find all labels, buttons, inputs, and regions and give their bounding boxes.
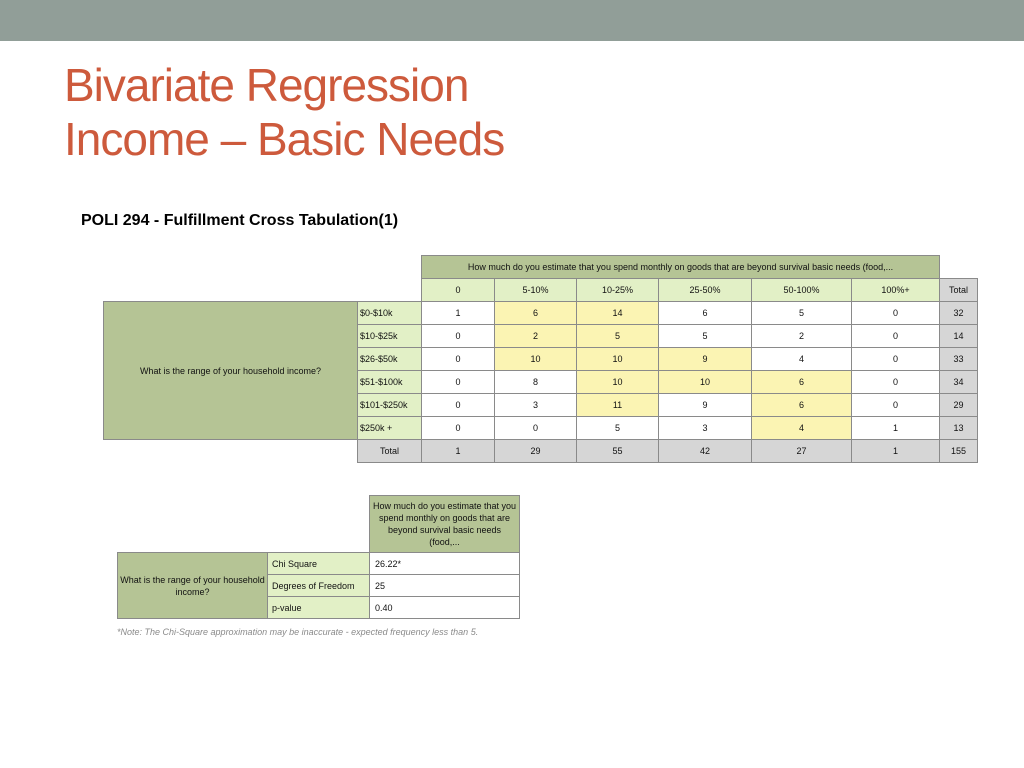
cell: 4 xyxy=(752,348,852,371)
totals-row xyxy=(104,440,978,463)
cell: 10 xyxy=(659,371,752,394)
table-row xyxy=(118,553,520,575)
stat-label: Degrees of Freedom xyxy=(268,575,370,597)
column-total: 29 xyxy=(495,440,577,463)
row-total: 13 xyxy=(940,417,978,440)
cell: 0 xyxy=(852,348,940,371)
chi-square-table xyxy=(117,495,520,619)
cell: 0 xyxy=(422,371,495,394)
cell: 3 xyxy=(495,394,577,417)
slide-title xyxy=(64,58,504,166)
cell: 9 xyxy=(659,348,752,371)
chi-square-footnote: *Note: The Chi-Square approximation may be inaccurate - expected frequency less than 5. xyxy=(117,627,479,637)
cell: 0 xyxy=(852,371,940,394)
cell: 1 xyxy=(422,302,495,325)
cell: 0 xyxy=(422,325,495,348)
cell: 3 xyxy=(659,417,752,440)
stat-label: p-value xyxy=(268,597,370,619)
cell: 5 xyxy=(752,302,852,325)
cell: 5 xyxy=(577,325,659,348)
title-line-2: Income – Basic Needs xyxy=(64,113,505,165)
income-row-label: $250k + xyxy=(358,417,422,440)
income-row-label: $26-$50k xyxy=(358,348,422,371)
cell: 0 xyxy=(852,325,940,348)
cell: 9 xyxy=(659,394,752,417)
grand-total: 155 xyxy=(940,440,978,463)
column-total: 1 xyxy=(422,440,495,463)
column-total: 55 xyxy=(577,440,659,463)
total-column-header: Total xyxy=(940,279,978,302)
cell: 0 xyxy=(852,302,940,325)
row-total: 33 xyxy=(940,348,978,371)
column-total: 1 xyxy=(852,440,940,463)
cell: 0 xyxy=(852,394,940,417)
cell: 10 xyxy=(577,371,659,394)
row-variable-label: What is the range of your household income? xyxy=(104,302,358,440)
stat-value: 26.22* xyxy=(370,553,520,575)
column-header: 25-50% xyxy=(659,279,752,302)
cell: 0 xyxy=(422,348,495,371)
cell: 11 xyxy=(577,394,659,417)
stat-value: 0.40 xyxy=(370,597,520,619)
column-header: 10-25% xyxy=(577,279,659,302)
column-header: 50-100% xyxy=(752,279,852,302)
column-total: 27 xyxy=(752,440,852,463)
table-title: POLI 294 - Fulfillment Cross Tabulation(1) xyxy=(81,212,399,229)
column-header: 100%+ xyxy=(852,279,940,302)
cell: 0 xyxy=(422,417,495,440)
column-header: 0 xyxy=(422,279,495,302)
cell: 6 xyxy=(495,302,577,325)
cell: 6 xyxy=(659,302,752,325)
cell: 4 xyxy=(752,417,852,440)
row-total: 29 xyxy=(940,394,978,417)
income-row-label: $51-$100k xyxy=(358,371,422,394)
cell: 1 xyxy=(852,417,940,440)
column-total: 42 xyxy=(659,440,752,463)
totals-row-label: Total xyxy=(358,440,422,463)
income-row-label: $101-$250k xyxy=(358,394,422,417)
cell: 0 xyxy=(422,394,495,417)
chi-row-variable-label: What is the range of your household income? xyxy=(118,553,268,619)
cell: 6 xyxy=(752,394,852,417)
stat-label: Chi Square xyxy=(268,553,370,575)
row-total: 14 xyxy=(940,325,978,348)
row-total: 32 xyxy=(940,302,978,325)
title-line-1: Bivariate Regression xyxy=(64,59,469,111)
cell: 5 xyxy=(577,417,659,440)
chi-column-variable-header: How much do you estimate that you spend monthly on goods that are beyond survival basic needs (food,... xyxy=(370,496,520,553)
column-header: 5-10% xyxy=(495,279,577,302)
stat-value: 25 xyxy=(370,575,520,597)
top-accent-bar xyxy=(0,0,1024,41)
cell: 0 xyxy=(495,417,577,440)
cell: 14 xyxy=(577,302,659,325)
cell: 6 xyxy=(752,371,852,394)
cross-tabulation-table xyxy=(103,255,978,463)
table-row xyxy=(104,302,978,325)
row-total: 34 xyxy=(940,371,978,394)
income-row-label: $10-$25k xyxy=(358,325,422,348)
income-row-label: $0-$10k xyxy=(358,302,422,325)
cell: 10 xyxy=(495,348,577,371)
crosstab-column-variable-header: How much do you estimate that you spend monthly on goods that are beyond survival basic needs (food,... xyxy=(422,256,940,279)
cell: 5 xyxy=(659,325,752,348)
cell: 10 xyxy=(577,348,659,371)
cell: 2 xyxy=(495,325,577,348)
cell: 8 xyxy=(495,371,577,394)
cell: 2 xyxy=(752,325,852,348)
